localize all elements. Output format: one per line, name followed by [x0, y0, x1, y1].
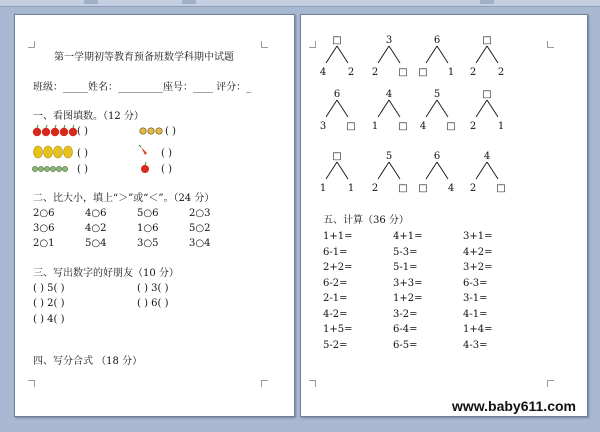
tree-branch-right	[437, 46, 448, 63]
tree-left-value: 2	[469, 183, 477, 194]
calc-problem: 5-1=	[393, 262, 418, 273]
ruler-tick	[84, 0, 98, 4]
compare-item: 4○2	[85, 223, 107, 234]
calc-problem: 4+2=	[463, 246, 493, 258]
tree-right-value[interactable]: □	[398, 121, 408, 132]
compare-item: 3○4	[189, 238, 211, 249]
tree-branch-left	[426, 162, 437, 179]
calc-problem: 6-2=	[323, 277, 348, 289]
site-watermark: www.baby611.com	[449, 398, 579, 414]
tree-branch-left	[426, 46, 437, 63]
calc-problem: 3-1=	[463, 293, 488, 304]
tree-branch-left	[378, 162, 389, 179]
tree-right-value[interactable]: □	[446, 121, 456, 132]
tree-branch-right	[437, 100, 448, 117]
tree-right-value: 4	[447, 183, 455, 194]
number-friend-item: ( ) 5( )	[33, 283, 65, 294]
tree-left-value[interactable]: □	[418, 183, 428, 194]
tree-branch-right	[337, 100, 348, 117]
answer-blank[interactable]: ( )	[77, 126, 88, 137]
calc-problem: 6-3=	[463, 277, 488, 289]
tree-top-value[interactable]: □	[332, 151, 342, 162]
tree-right-value[interactable]: □	[346, 121, 356, 132]
tree-branch-right	[337, 162, 348, 179]
tree-top-value[interactable]: □	[482, 35, 492, 46]
bead-group	[32, 166, 67, 171]
tree-branch-right	[389, 46, 400, 63]
tree-top-value: 6	[433, 151, 441, 162]
document-page-2	[300, 14, 588, 417]
tree-right-value[interactable]: □	[496, 183, 506, 194]
tree-branch-left	[326, 100, 337, 117]
tree-branch-left	[326, 46, 337, 63]
tree-top-value: 5	[433, 89, 441, 100]
tree-right-value: 1	[347, 183, 355, 194]
section1-heading: 一、看图填数。（12 分）	[33, 111, 144, 122]
tree-top-value: 6	[333, 89, 341, 100]
calc-problem: 1+4=	[463, 324, 493, 335]
ruler-tick	[480, 0, 494, 4]
tree-right-value[interactable]: □	[398, 67, 408, 78]
ruler-tick	[182, 0, 196, 4]
tree-top-value: 4	[483, 151, 491, 162]
compare-item: 2○3	[189, 208, 211, 219]
tree-branch-left	[476, 46, 487, 63]
margin-mark	[28, 380, 35, 387]
apple-group	[33, 128, 77, 136]
fruit-pictures	[15, 15, 294, 175]
compare-item: 3○5	[137, 238, 159, 249]
document-page-1	[14, 14, 295, 417]
calc-problem: 4-3=	[463, 339, 488, 351]
tree-branch-right	[337, 46, 348, 63]
tree-branch-left	[476, 100, 487, 117]
tree-top-value[interactable]: □	[482, 89, 492, 100]
tree-branch-right	[437, 162, 448, 179]
tree-top-value: 4	[385, 89, 393, 100]
tree-branch-right	[389, 100, 400, 117]
tree-right-value: 2	[497, 67, 505, 78]
tree-right-value: 1	[447, 67, 455, 78]
calc-problem: 4-2=	[323, 308, 348, 320]
tree-left-value: 1	[319, 183, 327, 194]
tree-top-value: 5	[385, 151, 393, 162]
pear-group	[34, 146, 73, 158]
tree-left-value: 2	[371, 67, 379, 78]
student-info-line: 班级：_____姓名：_________座号：____ 评分：_	[33, 82, 252, 93]
calc-problem: 6-5=	[393, 339, 418, 351]
tree-branch-right	[487, 162, 498, 179]
tree-left-value: 2	[469, 67, 477, 78]
answer-blank[interactable]: ( )	[161, 164, 172, 175]
number-friend-item: ( ) 4( )	[33, 314, 65, 325]
answer-blank[interactable]: ( )	[165, 126, 176, 137]
tree-left-value: 2	[469, 121, 477, 132]
calc-problem: 1+2=	[393, 293, 423, 304]
tree-left-value: 4	[419, 121, 427, 132]
calc-problem: 6-1=	[323, 246, 348, 258]
compare-item: 2○1	[33, 238, 55, 249]
number-friend-item: ( ) 6( )	[137, 298, 169, 309]
tree-right-value: 2	[347, 67, 355, 78]
calc-problem: 3+2=	[463, 262, 493, 273]
tree-top-value[interactable]: □	[332, 35, 342, 46]
flower-group	[140, 128, 162, 134]
number-bond-diagrams	[301, 15, 587, 205]
tree-right-value: 1	[497, 121, 505, 132]
margin-mark	[309, 380, 316, 387]
tree-left-value: 2	[371, 183, 379, 194]
compare-item: 5○6	[137, 208, 159, 219]
calc-problem: 1+1=	[323, 231, 353, 242]
section5-heading: 五、计算（36 分）	[323, 215, 409, 226]
tree-branch-right	[487, 100, 498, 117]
compare-item: 2○6	[33, 208, 55, 219]
calc-problem: 3+1=	[463, 231, 493, 242]
margin-mark	[261, 380, 268, 387]
tree-left-value: 1	[371, 121, 379, 132]
calc-problem: 2-1=	[323, 293, 348, 304]
compare-item: 5○2	[189, 223, 211, 234]
calc-problem: 3+3=	[393, 277, 423, 289]
compare-item: 4○6	[85, 208, 107, 219]
ribbon-strip	[0, 0, 600, 7]
tree-left-value: 4	[319, 67, 327, 78]
calc-problem: 5-3=	[393, 246, 418, 258]
tree-branch-right	[487, 46, 498, 63]
answer-blank[interactable]: ( )	[77, 164, 88, 175]
calc-problem: 2+2=	[323, 262, 353, 273]
tree-right-value[interactable]: □	[398, 183, 408, 194]
tree-left-value: 3	[319, 121, 327, 132]
tree-branch-left	[476, 162, 487, 179]
section4-heading: 四、写分合式 （18 分）	[33, 356, 143, 367]
answer-blank[interactable]: ( )	[77, 148, 88, 159]
page-title: 第一学期初等教育预备班数学科期中试题	[54, 52, 234, 63]
section3-heading: 三、写出数字的好朋友（10 分）	[33, 268, 179, 279]
tree-branch-right	[389, 162, 400, 179]
calc-problem: 4-1=	[463, 308, 488, 320]
tree-left-value[interactable]: □	[418, 67, 428, 78]
tomato-icon	[141, 162, 149, 173]
calc-problem: 5-2=	[323, 339, 348, 351]
tree-top-value: 3	[385, 35, 393, 46]
section2-heading: 二、比大小，填上“＞”或“＜”。（24 分）	[33, 193, 215, 204]
tree-top-value: 6	[433, 35, 441, 46]
calc-problem: 1+5=	[323, 324, 353, 335]
margin-mark	[547, 380, 554, 387]
tree-branch-left	[426, 100, 437, 117]
calc-problem: 3-2=	[393, 308, 418, 320]
number-friend-item: ( ) 3( )	[137, 283, 169, 294]
answer-blank[interactable]: ( )	[161, 148, 172, 159]
number-friend-item: ( ) 2( )	[33, 298, 65, 309]
calc-problem: 6-4=	[393, 324, 418, 335]
compare-item: 5○4	[85, 238, 107, 249]
compare-item: 3○6	[33, 223, 55, 234]
calc-problem: 4+1=	[393, 231, 423, 242]
tree-branch-left	[378, 46, 389, 63]
tree-branch-left	[326, 162, 337, 179]
tree-branch-left	[378, 100, 389, 117]
carrot-icon	[139, 145, 147, 155]
compare-item: 1○6	[137, 223, 159, 234]
